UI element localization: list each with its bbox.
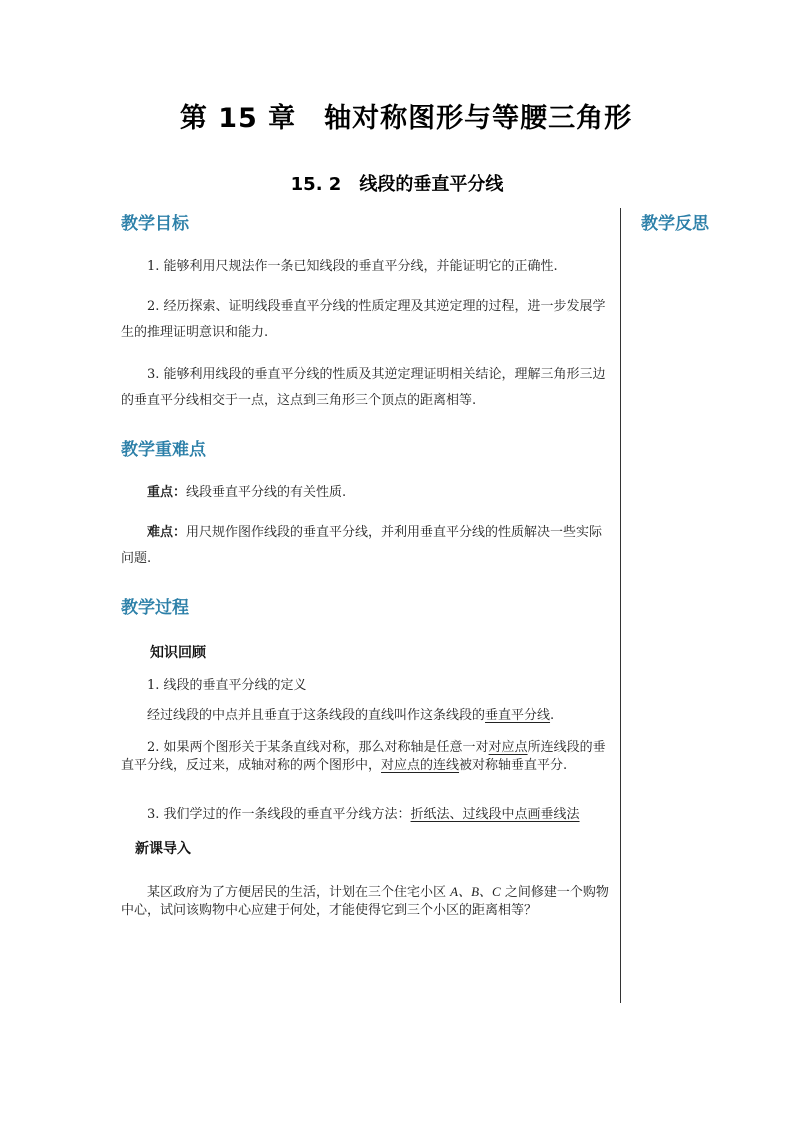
difficult-text: 用尺规作图作线段的垂直平分线，并利用垂直平分线的性质解决一些实际问题. xyxy=(121,525,603,566)
key-text: 线段垂直平分线的有关性质. xyxy=(186,485,347,500)
chapter-title: 第 15 章 轴对称图形与等腰三角形 xyxy=(179,103,633,134)
key-points-heading: 教学重难点 xyxy=(121,440,206,460)
intro-heading: 新课导入 xyxy=(135,841,191,857)
definition-text: 经过线段的中点并且垂直于这条线段的直线叫作这条线段的 xyxy=(147,708,486,723)
intro-text-a: 某区政府为了方便居民的生活，计划在三个住宅小区 xyxy=(147,885,451,900)
intro-paragraph xyxy=(121,883,611,920)
item2-text-a: 2. 如果两个图形关于某条直线对称，那么对称轴是任意一对 xyxy=(147,740,489,755)
objectives-heading: 教学目标 xyxy=(121,214,189,234)
objective-item-3: 3. 能够利用线段的垂直平分线的性质及其逆定理证明相关结论，理解三角形三边的垂直平分线相交于一点，这点到三角形三个顶点的距离相等. xyxy=(121,367,606,408)
intro-points-abc: A、B、C xyxy=(450,884,501,899)
item2-term-corresponding-points: 对应点 xyxy=(488,740,528,755)
review-item-1: 1. 线段的垂直平分线的定义 xyxy=(147,678,307,693)
intro-text-b: 之间修建一个购物中心，试问该购物中心应建于何处，才能使得它到三个小区的距离相等？ xyxy=(121,885,609,918)
item2-text-c: 被对称轴垂直平分. xyxy=(459,758,568,773)
item3-text: 3. 我们学过的作一条线段的垂直平分线方法： xyxy=(147,807,411,822)
definition-end: . xyxy=(550,708,555,723)
item2-term-connecting-line: 对应点的连线 xyxy=(381,758,460,773)
item2-text-b: 所连线段的垂直平分线，反过来，成轴对称的两个图形中， xyxy=(121,740,606,773)
review-item-1-definition xyxy=(121,703,611,729)
objective-item-2: 2. 经历探索、证明线段垂直平分线的性质定理及其逆定理的过程，进一步发展学生的推理证明意识和能力. xyxy=(121,299,606,340)
review-item-3 xyxy=(121,802,611,828)
process-heading: 教学过程 xyxy=(121,598,189,618)
column-divider xyxy=(620,208,621,1003)
key-label: 重点： xyxy=(147,485,187,500)
difficult-label: 难点： xyxy=(147,525,187,540)
section-title: 15. 2 线段的垂直平分线 xyxy=(290,174,504,195)
definition-term: 垂直平分线 xyxy=(485,708,551,723)
difficult-point xyxy=(121,520,611,572)
item3-methods: 折纸法、过线段中点画垂线法 xyxy=(410,807,580,822)
objective-item-1: 1. 能够利用尺规法作一条已知线段的垂直平分线，并能证明它的正确性. xyxy=(147,259,558,274)
key-point xyxy=(121,480,611,506)
reflection-heading: 教学反思 xyxy=(641,214,709,234)
review-item-2 xyxy=(121,739,611,775)
review-heading: 知识回顾 xyxy=(150,645,206,661)
